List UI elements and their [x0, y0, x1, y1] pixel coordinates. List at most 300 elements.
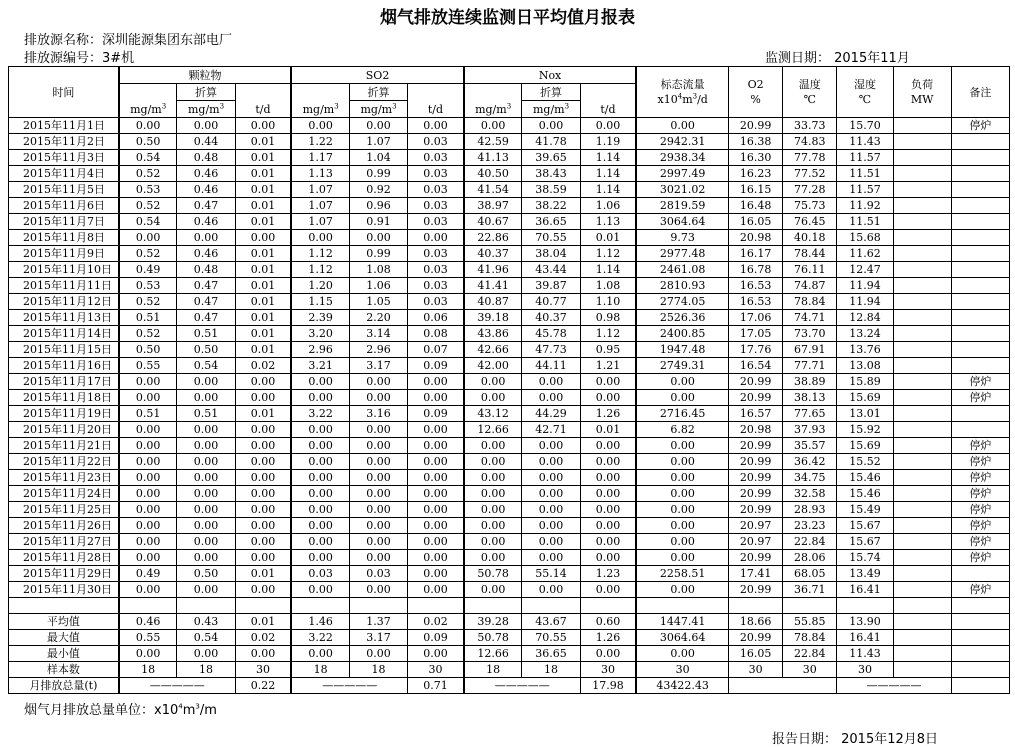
value-cell: 1447.41 [636, 614, 728, 630]
value-cell: 20.99 [729, 502, 783, 518]
header-temp: 温度 ℃ [783, 67, 837, 118]
value-cell [893, 134, 951, 150]
value-cell [893, 342, 951, 358]
value-cell: 0.01 [235, 134, 291, 150]
value-cell: 77.78 [783, 150, 837, 166]
value-cell: 0.00 [636, 374, 728, 390]
value-cell: 36.42 [783, 454, 837, 470]
value-cell: 17.06 [729, 310, 783, 326]
value-cell [893, 294, 951, 310]
value-cell: 停炉 [951, 550, 1009, 566]
date-cell: 2015年11月27日 [9, 534, 119, 550]
value-cell: 0.99 [349, 246, 407, 262]
value-cell: 38.13 [783, 390, 837, 406]
value-cell: 1.07 [349, 134, 407, 150]
value-cell: 30 [783, 662, 837, 678]
header-flow: 标态流量 $x10^4m^3/d$ [636, 67, 728, 118]
value-cell: 0.01 [235, 214, 291, 230]
value-cell: 0.03 [349, 566, 407, 582]
header-time: 时间 [9, 67, 119, 118]
header-converted: 折算 [522, 84, 580, 101]
value-cell: 0.50 [177, 342, 235, 358]
value-cell: 0.00 [291, 118, 349, 134]
value-cell: 0.44 [177, 134, 235, 150]
value-cell: 0.00 [464, 550, 522, 566]
value-cell [951, 198, 1009, 214]
value-cell: 0.00 [291, 374, 349, 390]
header-unit-mg: $mg/m^3$ [349, 101, 407, 118]
value-cell [893, 630, 951, 646]
value-cell: 0.46 [119, 614, 177, 630]
date-cell: 2015年11月20日 [9, 422, 119, 438]
value-cell: 0.03 [408, 246, 464, 262]
value-cell: 70.55 [522, 230, 580, 246]
value-cell [893, 310, 951, 326]
value-cell [951, 422, 1009, 438]
value-cell: 0.00 [464, 518, 522, 534]
value-cell: 33.73 [783, 118, 837, 134]
header-humid: 湿度 ℃ [837, 67, 893, 118]
value-cell: 0.00 [177, 646, 235, 662]
value-cell: 1.06 [349, 278, 407, 294]
value-cell: 1.04 [349, 150, 407, 166]
value-cell: 38.59 [522, 182, 580, 198]
value-cell: 15.68 [837, 230, 893, 246]
value-cell: 15.69 [837, 390, 893, 406]
date-cell: 2015年11月13日 [9, 310, 119, 326]
value-cell: 0.00 [408, 118, 464, 134]
value-cell: 0.02 [235, 358, 291, 374]
table-row [9, 566, 1010, 582]
value-cell: 13.24 [837, 326, 893, 342]
value-cell: 18 [349, 662, 407, 678]
value-cell: 0.00 [580, 118, 636, 134]
value-cell: 0.03 [408, 134, 464, 150]
value-cell: 2400.85 [636, 326, 728, 342]
value-cell [893, 550, 951, 566]
value-cell: 停炉 [951, 518, 1009, 534]
value-cell: 13.76 [837, 342, 893, 358]
value-cell: 0.00 [522, 454, 580, 470]
value-cell: 0.54 [177, 630, 235, 646]
value-cell: 2461.08 [636, 262, 728, 278]
value-cell: 2258.51 [636, 566, 728, 582]
value-cell: 0.01 [580, 422, 636, 438]
value-cell [893, 438, 951, 454]
value-cell: 44.11 [522, 358, 580, 374]
value-cell: 22.84 [783, 534, 837, 550]
value-cell: 停炉 [951, 502, 1009, 518]
value-cell: 0.00 [636, 454, 728, 470]
header-unit-td: t/d [235, 84, 291, 118]
header-load: 负荷 MW [893, 67, 951, 118]
empty-cell [119, 598, 177, 614]
value-cell: 38.97 [464, 198, 522, 214]
value-cell: 11.51 [837, 214, 893, 230]
value-cell: 15.46 [837, 470, 893, 486]
value-cell: 67.91 [783, 342, 837, 358]
value-cell: 停炉 [951, 390, 1009, 406]
value-cell: 2819.59 [636, 198, 728, 214]
nox-total: 17.98 [580, 678, 636, 694]
value-cell: 0.01 [235, 262, 291, 278]
value-cell: 17.05 [729, 326, 783, 342]
value-cell: 3.17 [349, 358, 407, 374]
value-cell: 0.00 [349, 422, 407, 438]
dash-cell: ————— [119, 678, 235, 694]
value-cell: 0.55 [119, 358, 177, 374]
value-cell: 0.00 [119, 646, 177, 662]
value-cell: 11.43 [837, 646, 893, 662]
value-cell: 0.00 [177, 390, 235, 406]
value-cell: 0.00 [177, 534, 235, 550]
value-cell: 12.66 [464, 646, 522, 662]
value-cell: 0.00 [349, 550, 407, 566]
value-cell: 1.07 [291, 198, 349, 214]
value-cell: 15.89 [837, 374, 893, 390]
value-cell: 77.28 [783, 182, 837, 198]
table-row [9, 118, 1010, 134]
value-cell: 0.00 [177, 470, 235, 486]
date-cell: 2015年11月21日 [9, 438, 119, 454]
value-cell: 0.00 [177, 438, 235, 454]
value-cell: 0.00 [177, 118, 235, 134]
value-cell: 0.00 [119, 534, 177, 550]
value-cell [893, 278, 951, 294]
value-cell: 0.52 [119, 166, 177, 182]
value-cell: 0.00 [119, 454, 177, 470]
monthly-total-label: 月排放总量(t) [9, 678, 119, 694]
value-cell: 0.00 [408, 374, 464, 390]
value-cell: 0.00 [349, 582, 407, 598]
value-cell: 74.83 [783, 134, 837, 150]
value-cell: 13.01 [837, 406, 893, 422]
value-cell: 3.21 [291, 358, 349, 374]
value-cell: 47.73 [522, 342, 580, 358]
value-cell: 41.54 [464, 182, 522, 198]
value-cell: 0.00 [636, 470, 728, 486]
value-cell: 43.86 [464, 326, 522, 342]
value-cell: 0.00 [349, 438, 407, 454]
value-cell: 11.57 [837, 182, 893, 198]
value-cell: 1.08 [580, 278, 636, 294]
value-cell: 1.19 [580, 134, 636, 150]
value-cell: 34.75 [783, 470, 837, 486]
value-cell: 0.00 [408, 518, 464, 534]
value-cell: 38.04 [522, 246, 580, 262]
value-cell: 39.18 [464, 310, 522, 326]
value-cell: 15.46 [837, 486, 893, 502]
value-cell: 0.92 [349, 182, 407, 198]
table-row [9, 214, 1010, 230]
report-table [8, 66, 1010, 694]
flow-total: 43422.43 [636, 678, 728, 694]
value-cell: 32.58 [783, 486, 837, 502]
date-cell: 2015年11月10日 [9, 262, 119, 278]
value-cell: 39.65 [522, 150, 580, 166]
value-cell: 0.00 [522, 374, 580, 390]
value-cell: 0.00 [119, 582, 177, 598]
value-cell: 0.01 [235, 406, 291, 422]
value-cell: 2.96 [291, 342, 349, 358]
table-row [9, 358, 1010, 374]
value-cell: 1.17 [291, 150, 349, 166]
value-cell: 41.13 [464, 150, 522, 166]
value-cell: 0.00 [636, 518, 728, 534]
value-cell: 0.00 [349, 454, 407, 470]
header-converted: 折算 [177, 84, 235, 101]
value-cell: 0.01 [580, 230, 636, 246]
value-cell: 0.00 [119, 422, 177, 438]
value-cell: 18 [177, 662, 235, 678]
value-cell [893, 118, 951, 134]
value-cell: 41.96 [464, 262, 522, 278]
value-cell: 1.15 [291, 294, 349, 310]
value-cell: 0.00 [464, 470, 522, 486]
value-cell [893, 182, 951, 198]
date-cell: 2015年11月16日 [9, 358, 119, 374]
value-cell: 0.01 [235, 342, 291, 358]
value-cell: 11.62 [837, 246, 893, 262]
value-cell: 38.22 [522, 198, 580, 214]
value-cell: 16.05 [729, 214, 783, 230]
value-cell: 2774.05 [636, 294, 728, 310]
value-cell: 0.00 [119, 118, 177, 134]
value-cell: 13.90 [837, 614, 893, 630]
value-cell: 0.00 [580, 486, 636, 502]
header-unit-td: t/d [580, 84, 636, 118]
value-cell: 15.67 [837, 518, 893, 534]
value-cell: 1.14 [580, 166, 636, 182]
value-cell: 0.53 [119, 182, 177, 198]
value-cell: 20.97 [729, 534, 783, 550]
value-cell: 20.98 [729, 230, 783, 246]
value-cell: 0.09 [408, 358, 464, 374]
value-cell: 40.50 [464, 166, 522, 182]
value-cell: 0.00 [291, 646, 349, 662]
value-cell: 0.00 [408, 502, 464, 518]
value-cell: 17.76 [729, 342, 783, 358]
value-cell: 0.03 [408, 262, 464, 278]
empty-cell [837, 598, 893, 614]
date-cell: 2015年11月6日 [9, 198, 119, 214]
value-cell: 3.14 [349, 326, 407, 342]
value-cell: 1.07 [291, 214, 349, 230]
value-cell: 0.00 [522, 502, 580, 518]
value-cell: 3.22 [291, 630, 349, 646]
value-cell [951, 406, 1009, 422]
value-cell: 37.93 [783, 422, 837, 438]
value-cell: 0.07 [408, 342, 464, 358]
value-cell: 18.66 [729, 614, 783, 630]
value-cell: 20.99 [729, 630, 783, 646]
value-cell [893, 214, 951, 230]
value-cell: 0.51 [119, 310, 177, 326]
table-row [9, 182, 1010, 198]
value-cell [893, 374, 951, 390]
value-cell: 停炉 [951, 470, 1009, 486]
value-cell: 30 [729, 662, 783, 678]
empty-cell [783, 598, 837, 614]
value-cell: 0.48 [177, 262, 235, 278]
stat-label: 平均值 [9, 614, 119, 630]
value-cell: 0.00 [349, 118, 407, 134]
value-cell: 0.01 [235, 614, 291, 630]
value-cell [893, 390, 951, 406]
value-cell: 36.71 [783, 582, 837, 598]
value-cell [893, 406, 951, 422]
value-cell: 15.67 [837, 534, 893, 550]
value-cell: 0.00 [408, 646, 464, 662]
particulate-total: 0.22 [235, 678, 291, 694]
value-cell: 3064.64 [636, 630, 728, 646]
value-cell: 18 [291, 662, 349, 678]
value-cell: 17.41 [729, 566, 783, 582]
value-cell: 0.00 [580, 438, 636, 454]
value-cell: 0.00 [580, 374, 636, 390]
value-cell [893, 246, 951, 262]
value-cell [893, 646, 951, 662]
value-cell: 0.00 [349, 230, 407, 246]
value-cell: 1.20 [291, 278, 349, 294]
value-cell: 0.00 [291, 534, 349, 550]
value-cell: 0.51 [177, 326, 235, 342]
value-cell: 0.00 [636, 646, 728, 662]
value-cell [951, 262, 1009, 278]
value-cell: 0.09 [408, 406, 464, 422]
value-cell: 16.41 [837, 582, 893, 598]
date-cell: 2015年11月7日 [9, 214, 119, 230]
value-cell [893, 230, 951, 246]
value-cell: 22.84 [783, 646, 837, 662]
value-cell: 0.01 [235, 566, 291, 582]
value-cell: 1947.48 [636, 342, 728, 358]
value-cell: 16.53 [729, 294, 783, 310]
date-cell: 2015年11月3日 [9, 150, 119, 166]
value-cell: 70.55 [522, 630, 580, 646]
value-cell [951, 182, 1009, 198]
value-cell: 55.85 [783, 614, 837, 630]
value-cell: 0.00 [522, 118, 580, 134]
value-cell: 0.00 [177, 454, 235, 470]
value-cell: 0.00 [580, 502, 636, 518]
value-cell: 22.86 [464, 230, 522, 246]
date-cell: 2015年11月5日 [9, 182, 119, 198]
value-cell: 0.00 [235, 582, 291, 598]
value-cell: 0.00 [291, 470, 349, 486]
table-row [9, 342, 1010, 358]
date-cell: 2015年11月14日 [9, 326, 119, 342]
value-cell: 73.70 [783, 326, 837, 342]
value-cell: 1.21 [580, 358, 636, 374]
value-cell: 0.47 [177, 278, 235, 294]
value-cell [893, 566, 951, 582]
value-cell: 0.00 [291, 550, 349, 566]
value-cell: 0.00 [464, 438, 522, 454]
value-cell: 0.00 [522, 550, 580, 566]
value-cell: 30 [580, 662, 636, 678]
value-cell: 0.00 [522, 486, 580, 502]
value-cell: 0.00 [119, 550, 177, 566]
value-cell: 0.00 [177, 502, 235, 518]
value-cell [951, 614, 1009, 630]
value-cell: 3021.02 [636, 182, 728, 198]
value-cell: 15.74 [837, 550, 893, 566]
date-cell: 2015年11月28日 [9, 550, 119, 566]
value-cell: 39.28 [464, 614, 522, 630]
value-cell: 16.38 [729, 134, 783, 150]
value-cell: 20.99 [729, 470, 783, 486]
table-row [9, 438, 1010, 454]
date-cell: 2015年11月2日 [9, 134, 119, 150]
value-cell [951, 246, 1009, 262]
value-cell: 停炉 [951, 582, 1009, 598]
value-cell: 1.13 [291, 166, 349, 182]
value-cell: 2.20 [349, 310, 407, 326]
value-cell: 0.00 [119, 390, 177, 406]
value-cell: 0.00 [349, 534, 407, 550]
value-cell: 停炉 [951, 486, 1009, 502]
value-cell: 0.03 [408, 294, 464, 310]
value-cell: 20.99 [729, 390, 783, 406]
value-cell: 16.17 [729, 246, 783, 262]
value-cell: 0.47 [177, 294, 235, 310]
table-row [9, 134, 1010, 150]
value-cell: 0.00 [235, 550, 291, 566]
table-row [9, 166, 1010, 182]
value-cell: 78.84 [783, 630, 837, 646]
value-cell: 0.00 [580, 582, 636, 598]
value-cell: 11.92 [837, 198, 893, 214]
value-cell [951, 166, 1009, 182]
value-cell [951, 230, 1009, 246]
value-cell: 0.00 [408, 566, 464, 582]
value-cell [951, 310, 1009, 326]
value-cell: 0.49 [119, 262, 177, 278]
value-cell: 1.14 [580, 262, 636, 278]
value-cell: 20.99 [729, 118, 783, 134]
header-unit-mg: $mg/m^3$ [464, 84, 522, 118]
value-cell: 16.15 [729, 182, 783, 198]
value-cell: 16.30 [729, 150, 783, 166]
value-cell: 40.87 [464, 294, 522, 310]
value-cell: 35.57 [783, 438, 837, 454]
empty-cell [729, 678, 837, 694]
value-cell: 1.37 [349, 614, 407, 630]
value-cell: 0.00 [464, 390, 522, 406]
value-cell: 0.00 [235, 502, 291, 518]
value-cell: 0.00 [291, 390, 349, 406]
value-cell: 0.00 [291, 518, 349, 534]
date-cell: 2015年11月19日 [9, 406, 119, 422]
value-cell: 0.00 [291, 230, 349, 246]
value-cell: 3064.64 [636, 214, 728, 230]
value-cell: 18 [119, 662, 177, 678]
value-cell: 0.52 [119, 326, 177, 342]
value-cell: 0.00 [119, 470, 177, 486]
value-cell: 28.93 [783, 502, 837, 518]
value-cell: 68.05 [783, 566, 837, 582]
value-cell: 0.00 [291, 422, 349, 438]
value-cell: 0.47 [177, 310, 235, 326]
header-unit-mg: $mg/m^3$ [119, 84, 177, 118]
table-row [9, 230, 1010, 246]
value-cell: 45.78 [522, 326, 580, 342]
table-row [9, 502, 1010, 518]
stat-row [9, 662, 1010, 678]
value-cell: 0.00 [522, 470, 580, 486]
value-cell: 0.00 [580, 646, 636, 662]
